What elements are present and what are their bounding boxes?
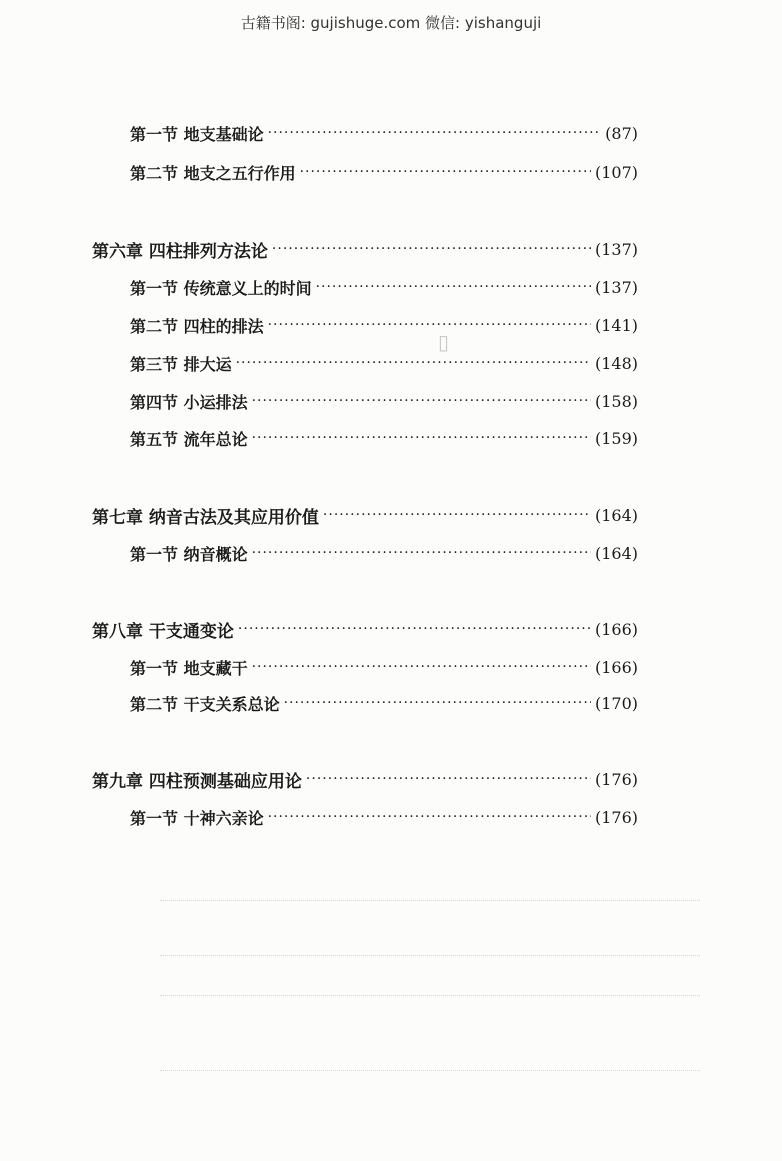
toc-entry-title: 第三节 排大运 xyxy=(130,354,232,374)
toc-entry-title: 第一节 传统意义上的时间 xyxy=(130,278,312,298)
toc-leader-dots xyxy=(252,430,591,446)
toc-entry[interactable] xyxy=(130,691,638,715)
toc-page-number: (170) xyxy=(594,693,638,713)
toc-leader-dots xyxy=(252,393,591,409)
toc-entry[interactable] xyxy=(130,351,638,375)
toc-page-number: (137) xyxy=(594,239,638,259)
toc-page-number: (176) xyxy=(594,769,638,789)
toc-entry[interactable] xyxy=(130,426,638,450)
bleed-through-line xyxy=(160,995,700,996)
bleed-through-line xyxy=(160,900,700,901)
toc-page-number: (158) xyxy=(594,391,638,411)
toc-chapter-title: 第七章 纳音古法及其应用价值 xyxy=(92,507,319,528)
toc-leader-dots xyxy=(316,279,591,295)
toc-page-number: (137) xyxy=(594,277,638,297)
toc-page-number: (164) xyxy=(594,543,638,563)
toc-page-number: (107) xyxy=(594,162,638,182)
toc-entry-title: 第二节 地支之五行作用 xyxy=(130,163,296,183)
toc-chapter-title: 第六章 四柱排列方法论 xyxy=(92,241,268,262)
toc-leader-dots xyxy=(268,317,591,333)
toc-chapter[interactable] xyxy=(92,237,638,261)
toc-leader-dots xyxy=(323,507,591,523)
toc-chapter[interactable] xyxy=(92,617,638,641)
toc-leader-dots xyxy=(236,355,591,371)
toc-page-number: (141) xyxy=(594,315,638,335)
toc-leader-dots xyxy=(238,621,591,637)
bleed-through-line xyxy=(160,955,700,956)
toc-entry-title: 第一节 地支基础论 xyxy=(130,124,264,144)
toc-entry[interactable] xyxy=(130,805,638,829)
toc-chapter-title: 第八章 干支通变论 xyxy=(92,621,234,642)
toc-entry-title: 第二节 四柱的排法 xyxy=(130,316,264,336)
toc-page-number: (87) xyxy=(605,123,638,143)
toc-entry[interactable] xyxy=(130,275,638,299)
toc-entry[interactable] xyxy=(130,389,638,413)
toc-page-number: (159) xyxy=(594,428,638,448)
toc-entry-title: 第一节 十神六亲论 xyxy=(130,808,264,828)
toc-entry[interactable] xyxy=(130,313,638,337)
toc-entry-title: 第四节 小运排法 xyxy=(130,392,248,412)
toc-entry-title: 第二节 干支关系总论 xyxy=(130,694,280,714)
toc-page-number: (164) xyxy=(594,505,638,525)
toc-entry-title: 第一节 纳音概论 xyxy=(130,544,248,564)
toc-leader-dots xyxy=(252,545,591,561)
toc-leader-dots xyxy=(284,695,591,711)
toc-chapter-title: 第九章 四柱预测基础应用论 xyxy=(92,771,302,792)
toc-entry[interactable] xyxy=(130,541,638,565)
toc-page-number: (166) xyxy=(594,619,638,639)
toc-entry[interactable] xyxy=(130,160,638,184)
bleed-through-line xyxy=(160,1070,700,1071)
toc-leader-dots xyxy=(268,125,602,141)
toc-entry-title: 第一节 地支藏干 xyxy=(130,658,248,678)
toc-leader-dots xyxy=(268,809,591,825)
toc-entry-title: 第五节 流年总论 xyxy=(130,429,248,449)
toc-page-number: (148) xyxy=(594,353,638,373)
toc-entry[interactable] xyxy=(130,121,638,145)
toc-entry[interactable] xyxy=(130,655,638,679)
toc-chapter[interactable] xyxy=(92,767,638,791)
toc-leader-dots xyxy=(300,164,591,180)
toc-leader-dots xyxy=(252,659,591,675)
toc-leader-dots xyxy=(272,241,591,257)
toc-page-number: (166) xyxy=(594,657,638,677)
toc-page-number: (176) xyxy=(594,807,638,827)
watermark-text: 古籍书阁: gujishuge.com 微信: yishanguji xyxy=(240,14,542,32)
bleed-through-mark: ▯ xyxy=(438,330,452,354)
toc-leader-dots xyxy=(306,771,591,787)
toc-chapter[interactable] xyxy=(92,503,638,527)
